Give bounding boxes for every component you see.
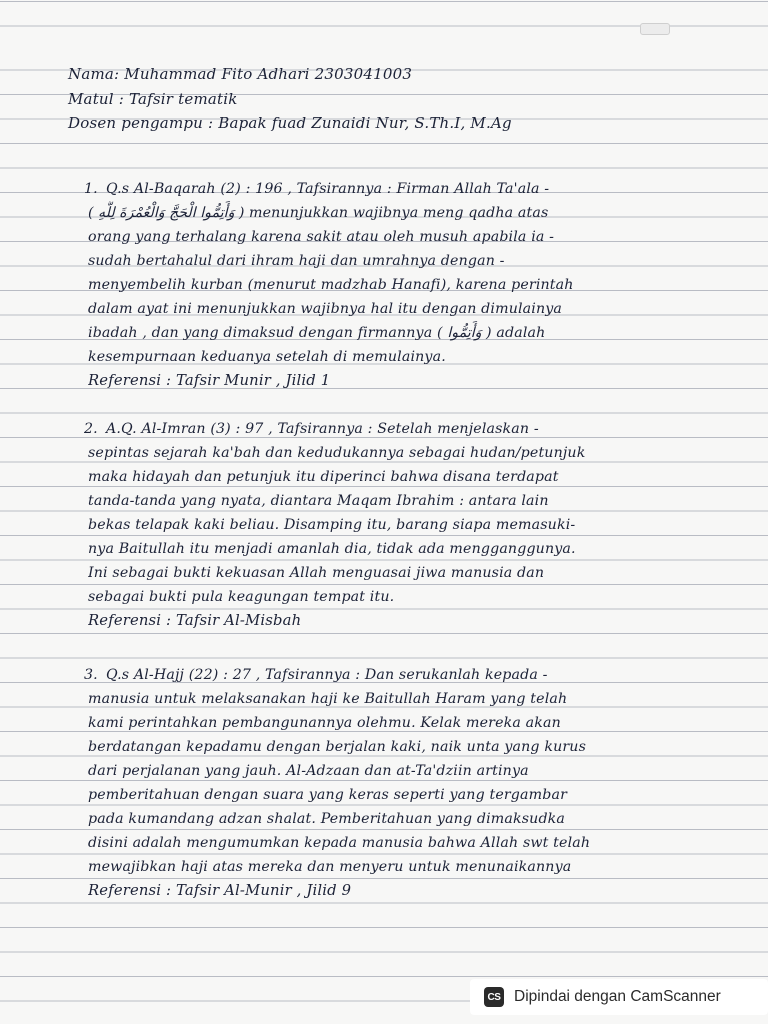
- item-3-line-4: berdatangan kepadamu dengan berjalan kaki, naik unta yang kurus: [88, 739, 587, 755]
- item-1-line-2: ( وَأَتِمُّوا الْحَجَّ وَالْعُمْرَةَ لِلَّهِ ) menunjukkan wajibnya meng qadha atas: [88, 205, 549, 221]
- item-1-line-8: kesempurnaan keduanya setelah di memulainya.: [88, 349, 446, 365]
- item-2-line-6: nya Baitullah itu menjadi amanlah dia, tidak ada mengganggunya.: [88, 541, 576, 557]
- page-corner-tab: [640, 23, 670, 35]
- course-line: Matul : Tafsir tematik: [68, 90, 238, 108]
- item-1-line-4: sudah bertahalul dari ihram haji dan umrahnya dengan -: [88, 253, 505, 269]
- item-2-line-3: maka hidayah dan petunjuk itu diperinci bahwa disana terdapat: [88, 469, 559, 485]
- item-2-line-5: bekas telapak kaki beliau. Disamping itu, barang siapa memasuki-: [88, 517, 576, 533]
- lecturer-line: Dosen pengampu : Bapak fuad Zunaidi Nur, S.Th.I, M.Ag: [68, 114, 512, 132]
- item-1-line-5: menyembelih kurban (menurut madzhab Hanafi), karena perintah: [88, 277, 574, 293]
- item-3-line-8: disini adalah mengumumkan kepada manusia bahwa Allah swt telah: [88, 835, 591, 851]
- item-3-line-1: 3. Q.s Al-Hajj (22) : 27 , Tafsirannya : Dan serukanlah kepada -: [84, 663, 728, 687]
- item-3-line-7: pada kumandang adzan shalat. Pemberitahuan yang dimaksudka: [88, 811, 566, 827]
- item-number: 1.: [84, 181, 98, 197]
- item-3-line-6: pemberitahuan dengan suara yang keras seperti yang tergambar: [88, 787, 568, 803]
- item-2-line-4: tanda-tanda yang nyata, diantara Maqam Ibrahim : antara lain: [88, 493, 549, 509]
- item-3-line-9: mewajibkan haji atas mereka dan menyeru untuk menunaikannya: [88, 859, 572, 875]
- item-number: 2.: [84, 421, 98, 437]
- watermark-label: Dipindai dengan CamScanner: [514, 988, 721, 1005]
- item-3-line-5: dari perjalanan yang jauh. Al-Adzaan dan at-Ta'dziin artinya: [88, 763, 529, 779]
- item-2-line-8: sebagai bukti pula keagungan tempat itu.: [88, 589, 395, 605]
- item-1-line-1: 1. Q.s Al-Baqarah (2) : 196 , Tafsirannya : Firman Allah Ta'ala -: [84, 177, 728, 201]
- camscanner-logo-icon: CS: [484, 987, 504, 1007]
- item-1-line-3: orang yang terhalang karena sakit atau oleh musuh apabila ia -: [88, 229, 555, 245]
- item-1-line-6: dalam ayat ini menunjukkan wajibnya hal itu dengan dimulainya: [88, 301, 563, 317]
- item-1-reference: Referensi : Tafsir Munir , Jilid 1: [88, 372, 331, 389]
- item-2-line-2: sepintas sejarah ka'bah dan kedudukannya sebagai hudan/petunjuk: [88, 445, 586, 461]
- item-number: 3.: [84, 667, 98, 683]
- item-2-reference: Referensi : Tafsir Al-Misbah: [88, 612, 302, 629]
- item-2-line-1: 2. A.Q. Al-Imran (3) : 97 , Tafsirannya : Setelah menjelaskan -: [84, 417, 728, 441]
- item-3-reference: Referensi : Tafsir Al-Munir , Jilid 9: [88, 882, 352, 899]
- item-1-line-7: ibadah , dan yang dimaksud dengan firmannya ( وَأَتِمُّوا ) adalah: [88, 325, 546, 341]
- item-3-line-2: manusia untuk melaksanakan haji ke Baitullah Haram yang telah: [88, 691, 568, 707]
- item-2-line-7: Ini sebagai bukti kekuasan Allah menguasai jiwa manusia dan: [88, 565, 545, 581]
- item-3-line-3: kami perintahkan pembangunannya olehmu. Kelak mereka akan: [88, 715, 561, 731]
- student-name-line: Nama: Muhammad Fito Adhari 2303041003: [68, 65, 413, 83]
- camscanner-watermark: [470, 979, 768, 1015]
